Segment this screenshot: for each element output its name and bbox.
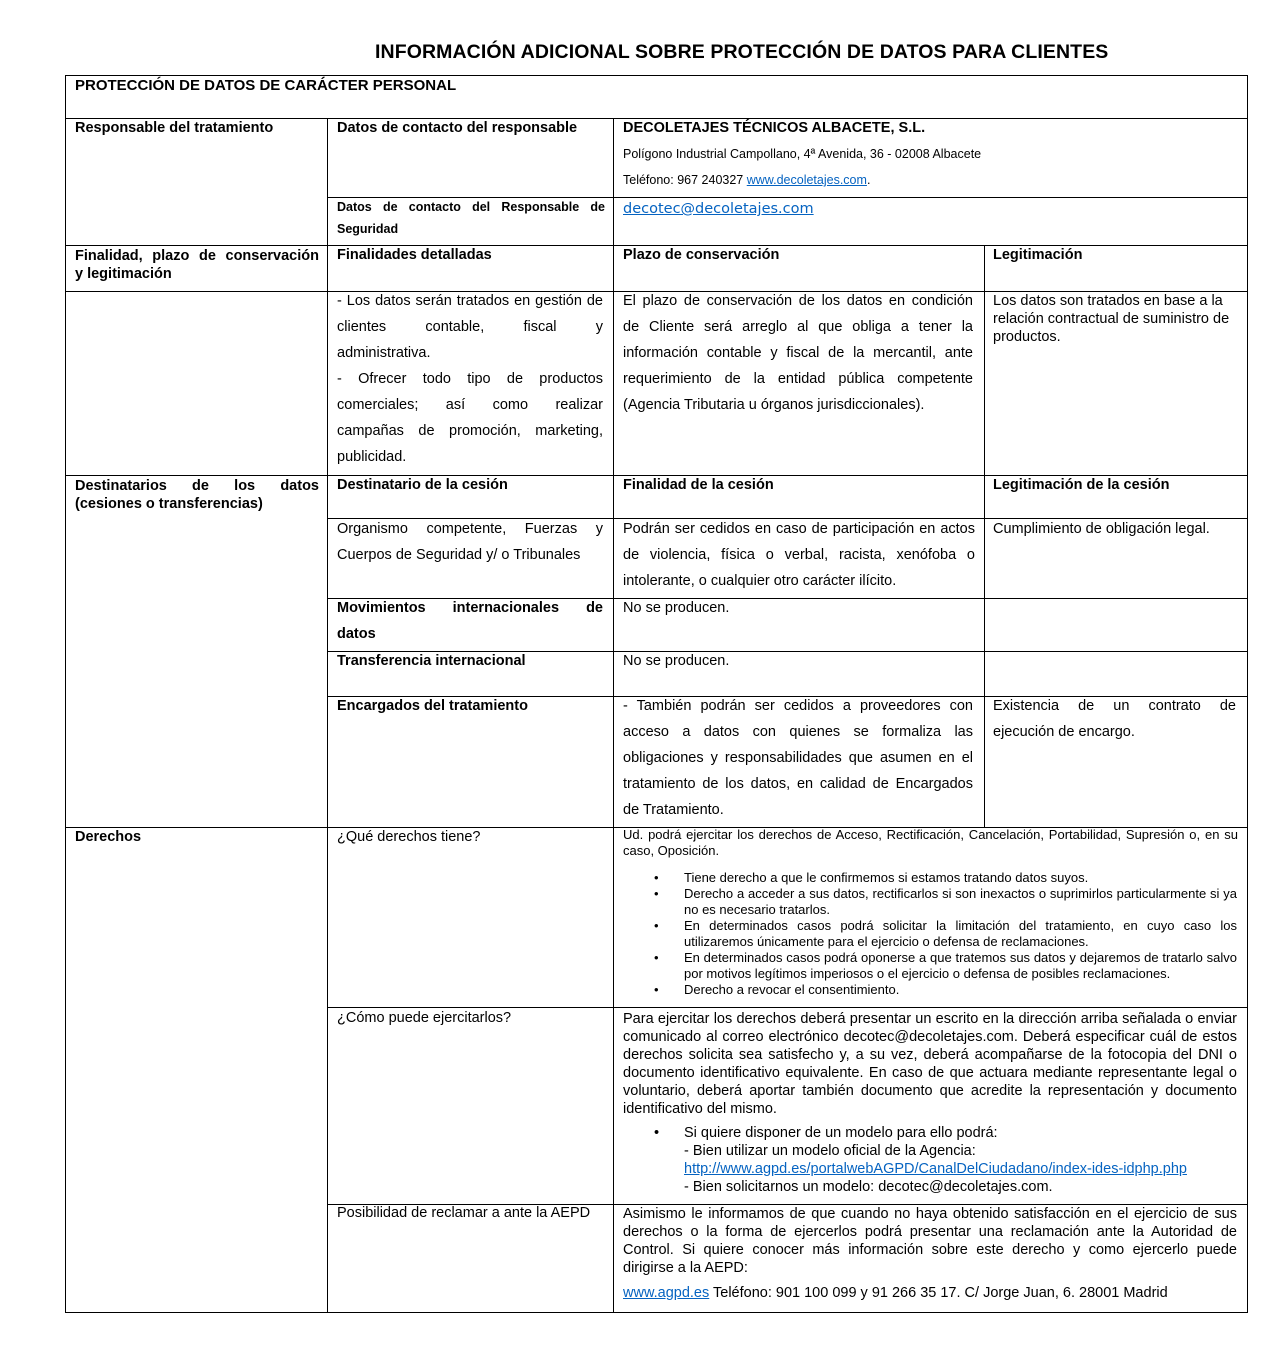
list-item: • Tiene derecho a que le confirmemos si estamos tratando datos suyos. — [684, 870, 1237, 886]
destinatarios-label-line2: (cesiones o transferencias) — [75, 496, 263, 512]
cesion-line3: intolerante, o cualquier otro carácter ilícito. — [623, 573, 897, 589]
column-divider — [327, 118, 328, 1313]
aepd-contact-text: Teléfono: 901 100 099 y 91 266 35 17. C/ Jorge Juan, 6. 28001 Madrid — [709, 1285, 1168, 1301]
encargados-line4: tratamiento de los datos, en calidad de Encargados — [623, 776, 973, 792]
modelo-list — [684, 1124, 1237, 1196]
derechos-label: Derechos — [75, 829, 142, 845]
text-line: administrativa. — [337, 345, 431, 361]
transferencia-label: Transferencia internacional — [337, 653, 526, 669]
text-line: - Los datos serán tratados en gestión de — [337, 293, 603, 309]
modelo-intro: • Si quiere disponer de un modelo para ello podrá: — [684, 1125, 998, 1141]
col-finalidad-cesion-header: Finalidad de la cesión — [623, 477, 774, 493]
derechos-q3-text: Asimismo le informamos de que cuando no haya obtenido satisfacción en el ejercicio de sus derechos o la forma de ejercerlos podrá presentar una reclamación ante la Autoridad de Control. Si quiere conocer más información sobre este derecho y como ejercerlo puede dirigirse a la AEPD: — [623, 1206, 1237, 1276]
modelo-oficial: - Bien utilizar un modelo oficial de la Agencia: — [684, 1143, 976, 1159]
list-item: • Derecho a revocar el consentimiento. — [684, 982, 1237, 998]
aepd-contact — [623, 1280, 1168, 1306]
text-line: requerimiento de la entidad pública competente — [623, 371, 973, 387]
encargados-line3: obligaciones y responsabilidades que asumen en el — [623, 750, 973, 766]
empresa-phone — [623, 169, 870, 191]
encargados-line5: de Tratamiento. — [623, 802, 724, 818]
empresa-name: DECOLETAJES TÉCNICOS ALBACETE, S.L. — [623, 120, 926, 136]
contacto-responsable-label: Datos de contacto del responsable — [337, 120, 578, 136]
text-line: productos. — [993, 329, 1061, 345]
seguridad-label-line2: Seguridad — [337, 222, 399, 236]
website-link[interactable]: www.decoletajes.com — [746, 173, 867, 187]
text-line: clientes contable, fiscal y — [337, 319, 603, 335]
col-finalidades-header: Finalidades detalladas — [337, 247, 492, 263]
text-line: Los datos son tratados en base a la — [993, 293, 1223, 309]
text-line: información contable y fiscal de la mercantil, ante — [623, 345, 973, 361]
seguridad-email-link[interactable]: decotec@decoletajes.com — [623, 201, 814, 217]
finalidad-label-line2: y legitimación — [75, 266, 172, 282]
transferencia-value: No se producen. — [623, 653, 730, 669]
text-line: campañas de promoción, marketing, — [337, 423, 603, 439]
movimientos-value: No se producen. — [623, 600, 730, 616]
derechos-list — [684, 870, 1237, 998]
movimientos-line1: Movimientos internacionales de — [337, 600, 603, 616]
finalidad-label-line1: Finalidad, plazo de conservación — [75, 248, 319, 264]
cesion-line2: de violencia, física o verbal, racista, xenófoba o — [623, 547, 975, 563]
text-line: El plazo de conservación de los datos en condición — [623, 293, 973, 309]
page-title: INFORMACIÓN ADICIONAL SOBRE PROTECCIÓN DE DATOS PARA CLIENTES — [375, 41, 1109, 63]
empresa-address: Polígono Industrial Campollano, 4ª Avenida, 36 - 02008 Albacete — [623, 147, 982, 161]
encargados-line1: - También podrán ser cedidos a proveedores con — [623, 698, 973, 714]
encargados-leg-line1: Existencia de un contrato de — [993, 698, 1236, 714]
text-line: - Ofrecer todo tipo de productos — [337, 371, 603, 387]
encargados-line2: acceso a datos con quienes se formaliza las — [623, 724, 973, 740]
encargados-leg-line2: ejecución de encargo. — [993, 724, 1135, 740]
derechos-q3: Posibilidad de reclamar a ante la AEPD — [337, 1205, 591, 1221]
list-item — [684, 1124, 1237, 1196]
derechos-q1-intro: Ud. podrá ejercitar los derechos de Acceso, Rectificación, Cancelación, Portabilidad, Supresión o, en su caso, Oposición. — [623, 827, 1238, 858]
modelo-solicitar: - Bien solicitarnos un modelo: decotec@decoletajes.com. — [684, 1179, 1053, 1195]
list-item: • En determinados casos podrá solicitar la limitación del tratamiento, en cuyo caso los utilizaremos únicamente para el ejercicio o defensa de reclamaciones. — [684, 918, 1237, 950]
section-title: PROTECCIÓN DE DATOS DE CARÁCTER PERSONAL — [75, 77, 457, 94]
derechos-q2: ¿Cómo puede ejercitarlos? — [337, 1010, 512, 1026]
col-legitimacion-cesion-header: Legitimación de la cesión — [993, 477, 1170, 493]
derechos-q1: ¿Qué derechos tiene? — [337, 829, 481, 845]
encargados-label: Encargados del tratamiento — [337, 698, 528, 714]
text-line: de Cliente será arreglo al que obliga a tener la — [623, 319, 973, 335]
derechos-q2-text: Para ejercitar los derechos deberá presentar un escrito en la dirección arriba señalada o enviar comunicado al correo electrónico decotec@decoletajes.com. Deberá especificar cuál de estos derechos solicita sea satisfecho y, a su vez, deberá acompañarse de la fotocopia del DNI o documento identificativo equivalente. En caso de que actuara mediante representante legal o voluntario, deberá aportar también documento que acredite la representación y documento identificativo del mismo. — [623, 1011, 1237, 1117]
text-line: relación contractual de suministro de — [993, 311, 1230, 327]
text-line: (Agencia Tributaria u órganos jurisdiccionales). — [623, 397, 925, 413]
list-item: • Derecho a acceder a sus datos, rectificarlos si son inexactos o suprimirlos particularmente si ya no es necesario tratarlos. — [684, 886, 1237, 918]
column-divider — [984, 245, 985, 827]
column-divider — [613, 118, 614, 1313]
organismo-line1: Organismo competente, Fuerzas y — [337, 521, 603, 537]
website-suffix: . — [866, 173, 871, 187]
agpd-modelo-link[interactable]: http://www.agpd.es/portalwebAGPD/CanalDelCiudadano/index-ides-idphp.php — [684, 1161, 1187, 1177]
movimientos-line2: datos — [337, 626, 376, 642]
phone-text: Teléfono: 967 240327 — [623, 173, 744, 187]
destinatarios-label-line1: Destinatarios de los datos — [75, 478, 319, 494]
text-line: publicidad. — [337, 449, 407, 465]
col-plazo-header: Plazo de conservación — [623, 247, 780, 263]
col-destinatario-header: Destinatario de la cesión — [337, 477, 508, 493]
col-legitimacion-header: Legitimación — [993, 247, 1083, 263]
cesion-legitimacion: Cumplimiento de obligación legal. — [993, 521, 1210, 537]
agpd-website-link[interactable]: www.agpd.es — [623, 1285, 710, 1301]
seguridad-label-line1: Datos de contacto del Responsable de — [337, 200, 605, 214]
text-line: comerciales; así como realizar — [337, 397, 603, 413]
organismo-line2: Cuerpos de Seguridad y/ o Tribunales — [337, 547, 581, 563]
cesion-line1: Podrán ser cedidos en caso de participación en actos — [623, 521, 975, 537]
responsable-label: Responsable del tratamiento — [75, 120, 274, 136]
list-item: • En determinados casos podrá oponerse a que tratemos sus datos y dejaremos de tratarlo salvo por motivos legítimos imperiosos o el ejercicio o defensa de posibles reclamaciones. — [684, 950, 1237, 982]
